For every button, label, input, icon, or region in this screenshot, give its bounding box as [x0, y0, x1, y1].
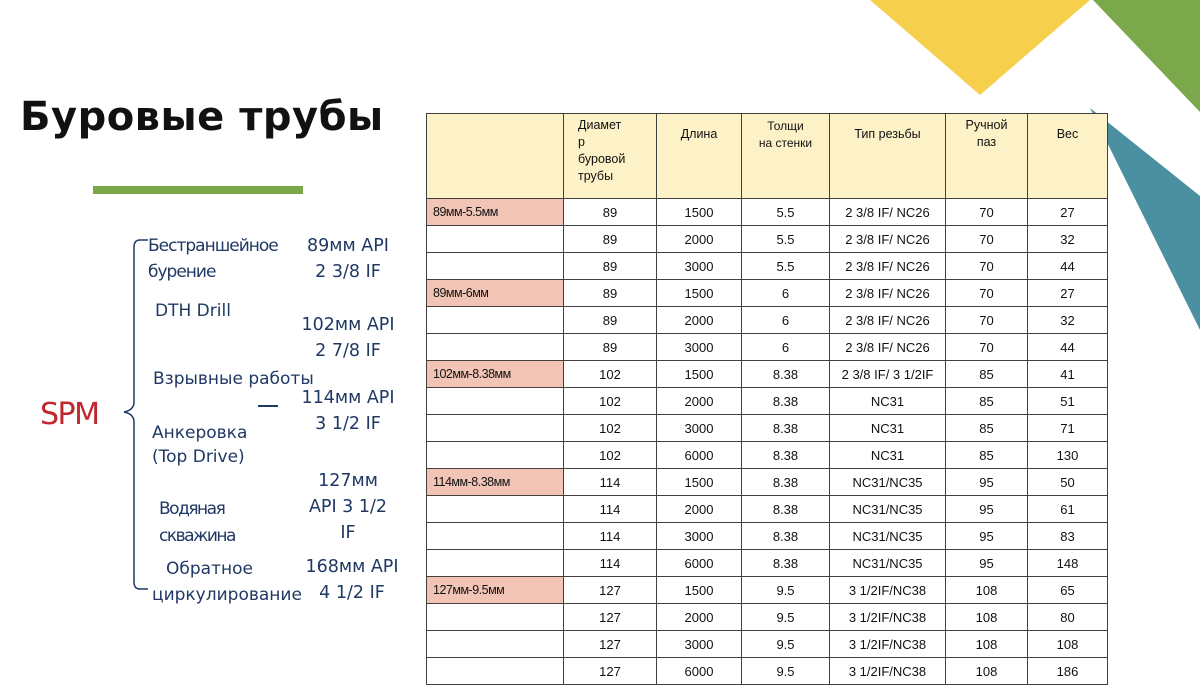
cell-group: 89мм-6мм — [427, 280, 564, 307]
cell-wall: 8.38 — [742, 523, 830, 550]
application-label: бурение — [148, 262, 216, 282]
cell-wall: 8.38 — [742, 442, 830, 469]
cell-slot: 70 — [946, 253, 1028, 280]
cell-slot: 85 — [946, 415, 1028, 442]
header-thread: Тип резьбы — [830, 114, 946, 199]
application-label: Анкеровка — [152, 423, 248, 443]
table-row — [427, 280, 1108, 307]
table-row — [427, 199, 1108, 226]
cell-thread: NC31 — [830, 388, 946, 415]
cell-group — [427, 253, 564, 280]
condition-label: 114мм API 3 1/2 IF — [301, 388, 395, 434]
cell-weight: 27 — [1028, 199, 1108, 226]
table-row — [427, 415, 1108, 442]
cell-diameter: 102 — [564, 442, 657, 469]
table-row — [427, 523, 1108, 550]
cell-length: 6000 — [657, 442, 742, 469]
header-diameter: Диамет р буровой трубы — [564, 114, 657, 199]
cell-weight: 80 — [1028, 604, 1108, 631]
cell-thread: 2 3/8 IF/ NC26 — [830, 307, 946, 334]
cell-weight: 32 — [1028, 307, 1108, 334]
cell-group — [427, 334, 564, 361]
cell-diameter: 114 — [564, 550, 657, 577]
cell-length: 2000 — [657, 496, 742, 523]
cell-slot: 70 — [946, 280, 1028, 307]
cell-thread: 2 3/8 IF/ NC26 — [830, 334, 946, 361]
cell-wall: 8.38 — [742, 496, 830, 523]
cell-length: 3000 — [657, 415, 742, 442]
cell-length: 2000 — [657, 604, 742, 631]
table-row — [427, 577, 1108, 604]
title-underline — [93, 186, 303, 194]
cell-group — [427, 415, 564, 442]
cell-weight: 44 — [1028, 253, 1108, 280]
cell-length: 1500 — [657, 469, 742, 496]
drill-pipe-table — [426, 113, 1108, 685]
cell-slot: 85 — [946, 361, 1028, 388]
cell-wall: 8.38 — [742, 361, 830, 388]
cell-diameter: 89 — [564, 253, 657, 280]
application-label: скважина — [159, 526, 235, 546]
cell-diameter: 127 — [564, 577, 657, 604]
table-row — [427, 334, 1108, 361]
cell-slot: 95 — [946, 550, 1028, 577]
cell-thread: 2 3/8 IF/ NC26 — [830, 253, 946, 280]
table-row — [427, 388, 1108, 415]
cell-thread: NC31/NC35 — [830, 469, 946, 496]
cell-slot: 108 — [946, 631, 1028, 658]
application-label: Бестраншейное — [148, 236, 278, 256]
table-row — [427, 631, 1108, 658]
table-row — [427, 226, 1108, 253]
cell-thread: 3 1/2IF/NC38 — [830, 604, 946, 631]
condition-label: 168мм API 4 1/2 IF — [305, 557, 399, 603]
cell-wall: 8.38 — [742, 388, 830, 415]
cell-diameter: 89 — [564, 280, 657, 307]
cell-group — [427, 523, 564, 550]
cell-weight: 44 — [1028, 334, 1108, 361]
spm-label: SPM — [40, 397, 99, 432]
condition-label: 89мм API 2 3/8 IF — [307, 236, 389, 282]
cell-slot: 95 — [946, 523, 1028, 550]
bracket-brace — [124, 240, 148, 589]
cell-group: 89мм-5.5мм — [427, 199, 564, 226]
cell-diameter: 89 — [564, 199, 657, 226]
cell-group — [427, 631, 564, 658]
cell-group — [427, 496, 564, 523]
cell-group — [427, 658, 564, 685]
cell-wall: 6 — [742, 334, 830, 361]
cell-thread: 2 3/8 IF/ NC26 — [830, 280, 946, 307]
cell-length: 6000 — [657, 550, 742, 577]
cell-length: 1500 — [657, 577, 742, 604]
application-label: DTH Drill — [155, 301, 231, 321]
table-row — [427, 658, 1108, 685]
cell-diameter: 102 — [564, 388, 657, 415]
cell-weight: 148 — [1028, 550, 1108, 577]
table-header-row — [427, 114, 1108, 199]
cell-wall: 9.5 — [742, 658, 830, 685]
condition-label: 102мм API 2 7/8 IF — [301, 315, 395, 361]
cell-slot: 108 — [946, 604, 1028, 631]
cell-weight: 50 — [1028, 469, 1108, 496]
yellow-triangle — [870, 0, 1090, 95]
condition-label: 127мм API 3 1/2 IF — [308, 471, 388, 543]
cell-slot: 95 — [946, 469, 1028, 496]
cell-slot: 70 — [946, 226, 1028, 253]
cell-slot: 85 — [946, 442, 1028, 469]
cell-diameter: 127 — [564, 604, 657, 631]
cell-group: 127мм-9.5мм — [427, 577, 564, 604]
table-row — [427, 307, 1108, 334]
cell-length: 3000 — [657, 523, 742, 550]
table-row — [427, 442, 1108, 469]
cell-diameter: 89 — [564, 307, 657, 334]
cell-thread: NC31 — [830, 442, 946, 469]
cell-thread: 2 3/8 IF/ NC26 — [830, 199, 946, 226]
cell-diameter: 127 — [564, 631, 657, 658]
cell-length: 2000 — [657, 388, 742, 415]
application-label: Обратное — [166, 559, 253, 579]
cell-thread: 3 1/2IF/NC38 — [830, 577, 946, 604]
cell-wall: 5.5 — [742, 199, 830, 226]
cell-wall: 8.38 — [742, 415, 830, 442]
page-title: Буровые трубы — [20, 94, 384, 140]
cell-slot: 70 — [946, 199, 1028, 226]
cell-diameter: 114 — [564, 469, 657, 496]
cell-slot: 95 — [946, 496, 1028, 523]
cell-thread: NC31/NC35 — [830, 523, 946, 550]
cell-weight: 32 — [1028, 226, 1108, 253]
table-row — [427, 361, 1108, 388]
cell-diameter: 102 — [564, 361, 657, 388]
application-label: циркулирование — [152, 585, 302, 605]
cell-wall: 8.38 — [742, 469, 830, 496]
cell-length: 2000 — [657, 307, 742, 334]
cell-wall: 6 — [742, 280, 830, 307]
cell-weight: 41 — [1028, 361, 1108, 388]
cell-weight: 108 — [1028, 631, 1108, 658]
cell-slot: 108 — [946, 577, 1028, 604]
application-label: Водяная — [159, 499, 225, 519]
cell-slot: 85 — [946, 388, 1028, 415]
cell-weight: 65 — [1028, 577, 1108, 604]
header-weight: Вес — [1028, 114, 1108, 199]
cell-length: 1500 — [657, 361, 742, 388]
cell-weight: 186 — [1028, 658, 1108, 685]
cell-slot: 70 — [946, 334, 1028, 361]
table-row — [427, 604, 1108, 631]
cell-wall: 5.5 — [742, 253, 830, 280]
cell-weight: 71 — [1028, 415, 1108, 442]
cell-diameter: 114 — [564, 496, 657, 523]
table-row — [427, 469, 1108, 496]
cell-length: 3000 — [657, 334, 742, 361]
header-group — [427, 114, 564, 199]
cell-diameter: 114 — [564, 523, 657, 550]
cell-length: 3000 — [657, 631, 742, 658]
cell-thread: 2 3/8 IF/ NC26 — [830, 226, 946, 253]
table-row — [427, 253, 1108, 280]
green-triangle — [1093, 0, 1200, 112]
cell-group — [427, 550, 564, 577]
cell-diameter: 89 — [564, 226, 657, 253]
cell-thread: NC31/NC35 — [830, 550, 946, 577]
cell-wall: 9.5 — [742, 577, 830, 604]
cell-thread: 3 1/2IF/NC38 — [830, 631, 946, 658]
cell-length: 1500 — [657, 280, 742, 307]
cell-group — [427, 307, 564, 334]
cell-wall: 5.5 — [742, 226, 830, 253]
cell-diameter: 127 — [564, 658, 657, 685]
cell-weight: 51 — [1028, 388, 1108, 415]
header-length: Длина — [657, 114, 742, 199]
cell-thread: 3 1/2IF/NC38 — [830, 658, 946, 685]
cell-group — [427, 604, 564, 631]
header-slot: Ручной паз — [946, 114, 1028, 199]
cell-length: 3000 — [657, 253, 742, 280]
table-row — [427, 550, 1108, 577]
cell-thread: NC31/NC35 — [830, 496, 946, 523]
cell-weight: 130 — [1028, 442, 1108, 469]
dash-mark — [258, 405, 278, 407]
cell-wall: 6 — [742, 307, 830, 334]
cell-weight: 61 — [1028, 496, 1108, 523]
table-row — [427, 496, 1108, 523]
cell-wall: 9.5 — [742, 631, 830, 658]
cell-diameter: 102 — [564, 415, 657, 442]
cell-group: 102мм-8.38мм — [427, 361, 564, 388]
cell-diameter: 89 — [564, 334, 657, 361]
cell-wall: 8.38 — [742, 550, 830, 577]
cell-thread: 2 3/8 IF/ 3 1/2IF — [830, 361, 946, 388]
cell-weight: 83 — [1028, 523, 1108, 550]
cell-length: 2000 — [657, 226, 742, 253]
application-label: (Top Drive) — [152, 447, 245, 467]
cell-group — [427, 388, 564, 415]
cell-slot: 108 — [946, 658, 1028, 685]
cell-thread: NC31 — [830, 415, 946, 442]
cell-weight: 27 — [1028, 280, 1108, 307]
cell-length: 1500 — [657, 199, 742, 226]
cell-slot: 70 — [946, 307, 1028, 334]
cell-group — [427, 226, 564, 253]
cell-group: 114мм-8.38мм — [427, 469, 564, 496]
application-label: Взрывные работы — [153, 369, 314, 389]
cell-length: 6000 — [657, 658, 742, 685]
cell-group — [427, 442, 564, 469]
header-wall: Толщи на стенки — [742, 114, 830, 199]
cell-wall: 9.5 — [742, 604, 830, 631]
